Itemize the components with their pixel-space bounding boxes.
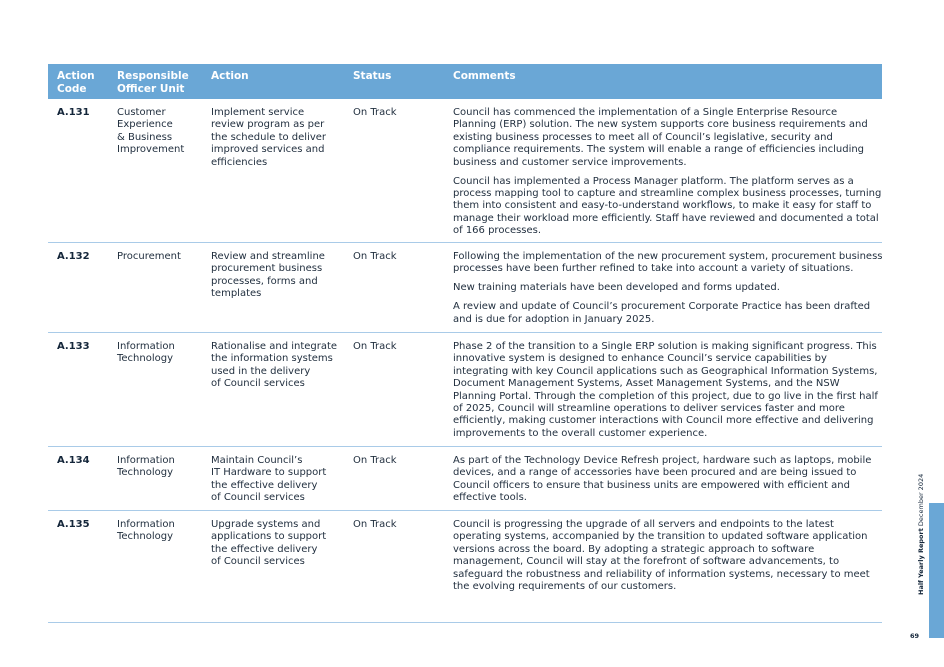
header-action: Action — [211, 70, 249, 82]
table-row — [48, 511, 882, 623]
action-code: A.133 — [57, 341, 90, 352]
officer-unit: Customer Experience & Business Improvement — [117, 107, 185, 156]
action-text: Implement service review program as per the schedule to deliver improved services and efficiencies — [211, 107, 327, 168]
action-text: Rationalise and integrate the information systems used in the delivery of Council services — [211, 341, 338, 390]
comment-paragraph: A review and update of Council’s procurement Corporate Practice has been drafted and is due for adoption in January 2025. — [453, 301, 871, 325]
report-period: December 2024 — [917, 473, 925, 527]
header-status: Status — [353, 70, 392, 82]
action-code: A.131 — [57, 107, 90, 118]
status-text: On Track — [353, 519, 397, 530]
status-text: On Track — [353, 107, 397, 118]
action-code: A.135 — [57, 519, 90, 530]
sidebar-accent-bar — [929, 503, 944, 638]
comment-paragraph: Phase 2 of the transition to a Single ERP solution is making significant progress. This innovative system is designed to enhance Council’s service capabilities by integrating with key Council applications such as Geographical Information Systems, Document Management Systems, Asset Management Systems, and the NSW Planning Portal. Through the completion of this project, due to go live in the first half of 2025, Council will streamline operations to deliver services faster and more efficiently, making customer interactions with Council more effective and delivering improvements to the overall customer experience. — [453, 341, 878, 439]
comments — [453, 251, 883, 333]
officer-unit: Information Technology — [117, 519, 175, 543]
header-officer-unit: Responsible Officer Unit — [117, 70, 189, 95]
comment-paragraph: Council is progressing the upgrade of all servers and endpoints to the latest operating systems, accompanied by the transition to updated software application versions across the board. By adopting a strategic approach to software management, Council will stay at the forefront of software advancements, to safeguard the robustness and reliability of information systems, necessary to meet the evolving requirements of our customers. — [453, 519, 870, 593]
comments — [453, 107, 883, 244]
officer-unit: Procurement — [117, 251, 181, 262]
page-number: 69 — [910, 632, 920, 640]
table-row — [48, 243, 882, 333]
table-row — [48, 333, 882, 447]
action-text: Maintain Council’s IT Hardware to support the effective delivery of Council services — [211, 455, 327, 504]
table-header — [48, 64, 882, 99]
action-text: Review and streamline procurement business processes, forms and templates — [211, 251, 325, 300]
comments — [453, 519, 883, 600]
comment-paragraph: New training materials have been developed and forms updated. — [453, 282, 780, 294]
comment-paragraph: Following the implementation of the new procurement system, procurement business processes have been further refined to take into account a variety of situations. — [453, 251, 883, 275]
report-title: Half Yearly Report — [917, 528, 925, 595]
comment-paragraph: As part of the Technology Device Refresh project, hardware such as laptops, mobile devices, and a range of accessories have been procured and are being issued to Council officers to ensure that business units are empowered with efficient and effective tools. — [453, 455, 872, 504]
officer-unit: Information Technology — [117, 455, 175, 479]
table-row — [48, 447, 882, 511]
comments — [453, 455, 883, 511]
status-text: On Track — [353, 455, 397, 466]
comment-paragraph: Council has implemented a Process Manager platform. The platform serves as a process mapping tool to capture and streamline complex business processes, turning them into consistent and easy-to-understand workflows, to make it easy for staff to manage their workload more efficiently. Staff have reviewed and documented a total of 166 processes. — [453, 175, 882, 237]
status-text: On Track — [353, 251, 397, 262]
report-label — [917, 474, 925, 595]
header-comments: Comments — [453, 70, 516, 82]
officer-unit: Information Technology — [117, 341, 175, 365]
comments — [453, 341, 883, 447]
table-row — [48, 99, 882, 243]
action-text: Upgrade systems and applications to support the effective delivery of Council services — [211, 519, 327, 568]
action-code: A.132 — [57, 251, 90, 262]
action-table — [48, 64, 882, 623]
status-text: On Track — [353, 341, 397, 352]
header-action-code: Action Code — [57, 70, 95, 95]
action-code: A.134 — [57, 455, 90, 466]
comment-paragraph: Council has commenced the implementation of a Single Enterprise Resource Planning (ERP) solution. The new system supports core business requirements and existing business processes to meet all of Council’s legislative, security and compliance requirements. The system will enable a range of efficiencies including business and customer service improvements. — [453, 107, 868, 168]
